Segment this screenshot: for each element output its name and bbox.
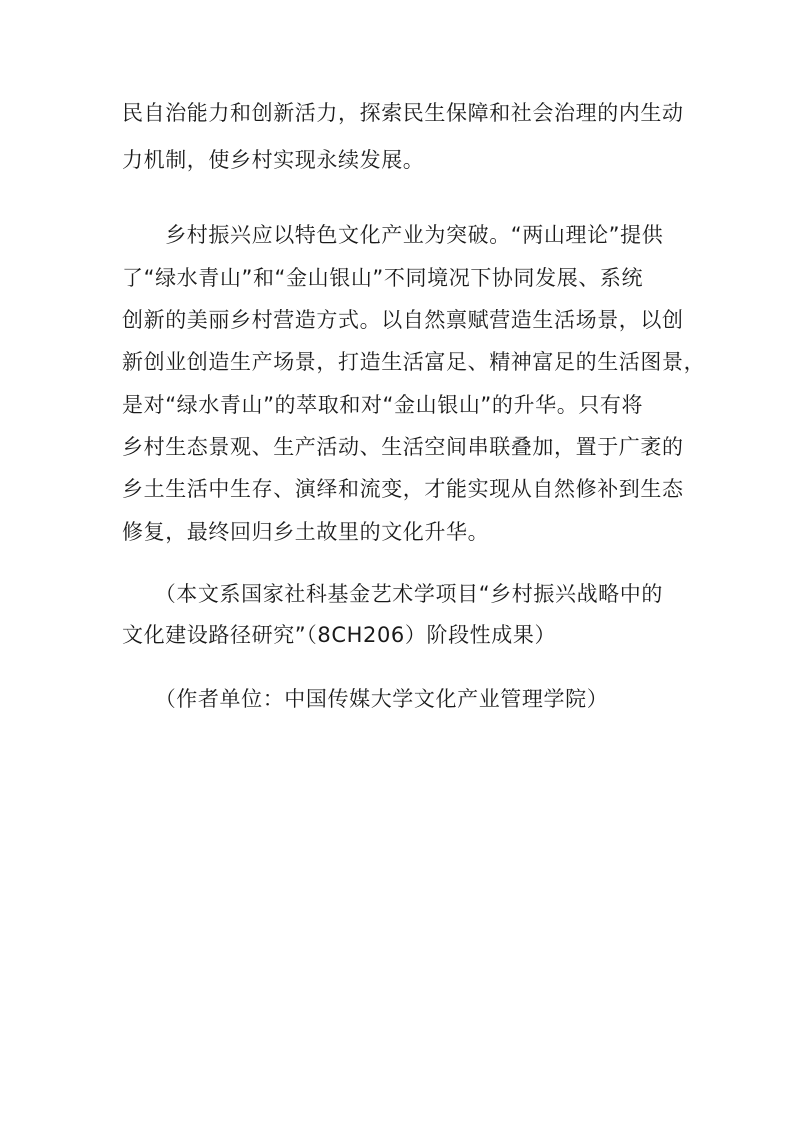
body-text-line: 乡村振兴应以特色文化产业为突破。“两山理论”提供 [122, 223, 664, 247]
body-text-line: 乡土生活中生存、演绎和流变，才能实现从自然修补到生态 [122, 477, 684, 501]
body-text-line: 修复，最终回归乡土故里的文化升华。 [122, 520, 490, 544]
body-text-line: 了“绿水青山”和“金山银山”不同境况下协同发展、系统 [122, 266, 644, 290]
body-text-line: 力机制，使乡村实现永续发展。 [122, 148, 425, 172]
body-text-line: 创新的美丽乡村营造方式。以自然禀赋营造生活场景，以创 [122, 308, 684, 332]
funding-note-line: （本文系国家社科基金艺术学项目“乡村振兴战略中的 [122, 582, 663, 606]
funding-note-line: 文化建设路径研究”（8CH206）阶段性成果） [122, 623, 557, 647]
body-text-line: 是对“绿水青山”的萃取和对“金山银山”的升华。只有将 [122, 393, 644, 417]
body-text-line: 新创业创造生产场景，打造生活富足、精神富足的生活图景， [122, 350, 706, 374]
body-text-line: 乡村生态景观、生产活动、生活空间串联叠加，置于广袤的 [122, 435, 684, 459]
body-text-line: 民自治能力和创新活力，探索民生保障和社会治理的内生动 [122, 101, 684, 125]
author-affiliation: （作者单位：中国传媒大学文化产业管理学院） [122, 687, 609, 711]
